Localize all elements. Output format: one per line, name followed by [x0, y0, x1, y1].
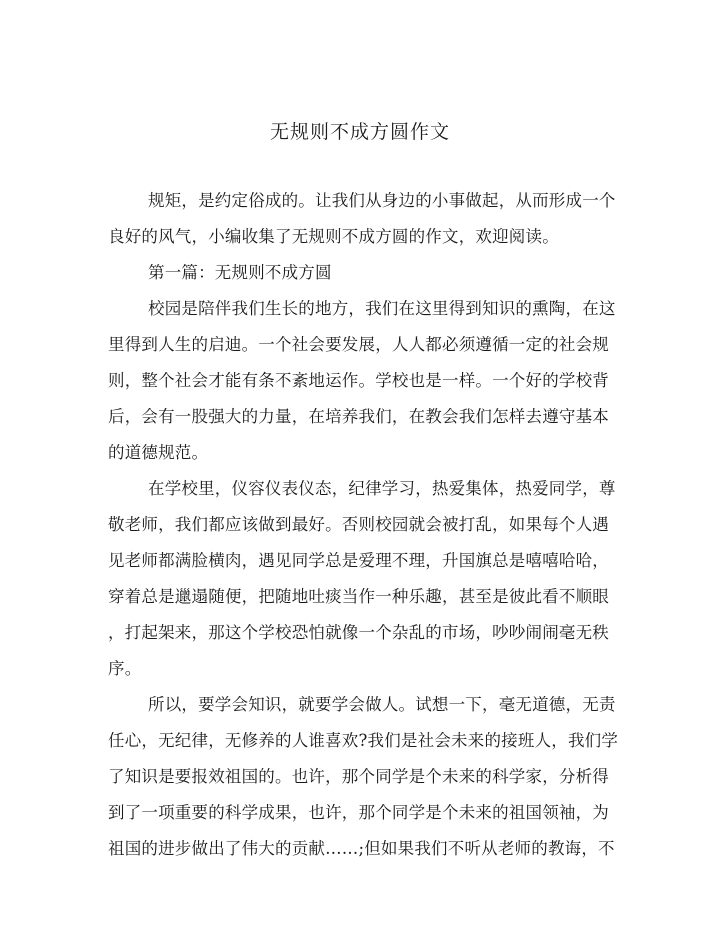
paragraph-line: 良好的风气，小编收集了无规则不成方圆的作文，欢迎阅读。 — [108, 227, 559, 246]
paragraph-line: 敬老师，我们都应该做到最好。否则校园就会被打乱，如果每个人遇 — [108, 515, 609, 534]
paragraph-line: 后，会有一股强大的力量，在培养我们，在教会我们怎样去遵守基本 — [108, 407, 609, 426]
paragraph-line: 祖国的进步做出了伟大的贡献……;但如果我们不听从老师的教诲，不 — [108, 839, 615, 858]
paragraph-line: 穿着总是邋遢随便，把随地吐痰当作一种乐趣，甚至是彼此看不顺眼 — [108, 587, 609, 606]
paragraph-line: 了知识是要报效祖国的。也许，那个同学是个未来的科学家，分析得 — [108, 767, 609, 786]
paragraph-line: 所以，要学会知识，就要学会做人。试想一下，毫无道德，无责 — [148, 695, 616, 714]
paragraph-line: ，打起架来，那这个学校恐怕就像一个杂乱的市场，吵吵闹闹毫无秩 — [108, 623, 609, 642]
document-title: 无规则不成方圆作文 — [269, 121, 450, 143]
paragraph-line: 到了一项重要的科学成果，也许，那个同学是个未来的祖国领袖，为 — [108, 803, 609, 822]
paragraph-line: 见老师都满脸横肉，遇见同学总是爱理不理，升国旗总是嘻嘻哈哈， — [108, 551, 609, 570]
paragraph-line: 在学校里，仪容仪表仪态，纪律学习，热爱集体，热爱同学，尊 — [148, 479, 616, 498]
paragraph-line: 任心，无纪律，无修养的人谁喜欢?我们是社会未来的接班人，我们学 — [108, 731, 619, 750]
paragraph-line: 则，整个社会才能有条不紊地运作。学校也是一样。一个好的学校背 — [108, 371, 609, 390]
section-heading: 第一篇：无规则不成方圆 — [148, 263, 332, 282]
paragraph-line: 校园是陪伴我们生长的地方，我们在这里得到知识的熏陶，在这 — [148, 299, 616, 318]
paragraph-line: 序。 — [108, 659, 142, 678]
paragraph-line: 的道德规范。 — [108, 443, 209, 462]
paragraph-line: 里得到人生的启迪。一个社会要发展，人人都必须遵循一定的社会规 — [108, 335, 609, 354]
paragraph-line: 规矩，是约定俗成的。让我们从身边的小事做起，从而形成一个 — [148, 191, 616, 210]
